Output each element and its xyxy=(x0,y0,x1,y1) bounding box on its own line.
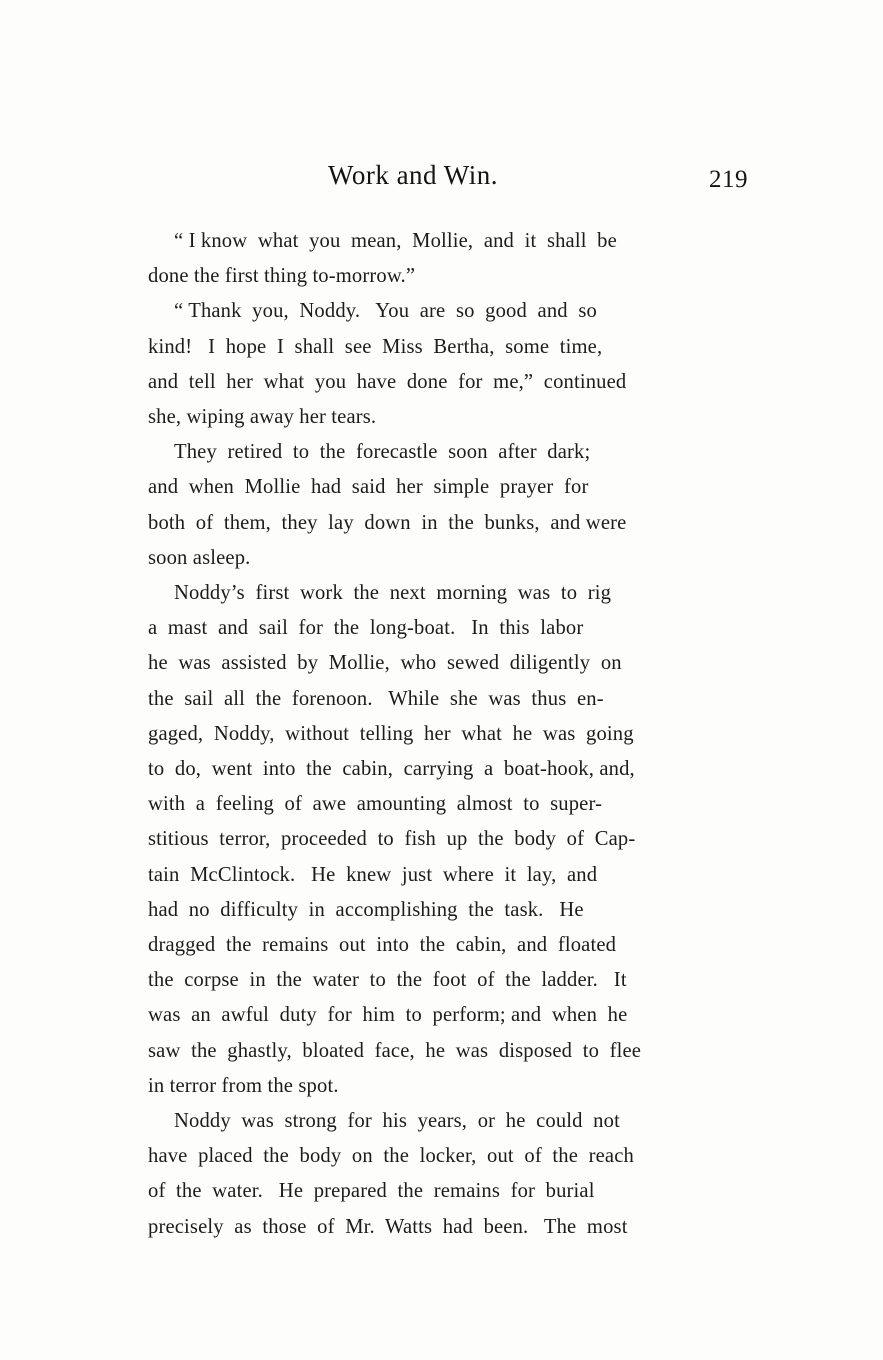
text-line: done the first thing to-morrow.” xyxy=(148,265,416,288)
text-line: Noddy’s first work the next morning was to rig xyxy=(174,582,612,605)
text-line: have placed the body on the locker, out of the reach xyxy=(148,1145,634,1168)
text-line: both of them, they lay down in the bunks, and were xyxy=(148,511,627,534)
page-title: Work and Win. xyxy=(328,160,498,190)
body-text xyxy=(148,224,744,1245)
text-line: a mast and sail for the long-boat. In this labor xyxy=(148,617,584,640)
text-line: soon asleep. xyxy=(148,546,251,569)
text-line: Noddy was strong for his years, or he could not xyxy=(174,1110,620,1133)
text-line: the sail all the forenoon. While she was thus en- xyxy=(148,687,604,710)
text-line: precisely as those of Mr. Watts had been. The most xyxy=(148,1215,628,1238)
paragraph-2 xyxy=(148,294,744,435)
page-number: 219 xyxy=(709,166,748,193)
text-line: and tell her what you have done for me,” continued xyxy=(148,370,627,393)
paragraph-4 xyxy=(148,576,744,1104)
text-line: had no difficulty in accomplishing the task. He xyxy=(148,898,584,921)
text-line: with a feeling of awe amounting almost to super- xyxy=(148,793,603,816)
text-line: the corpse in the water to the foot of the ladder. It xyxy=(148,969,627,992)
text-line: he was assisted by Mollie, who sewed diligently on xyxy=(148,652,622,675)
text-line: kind! I hope I shall see Miss Bertha, some time, xyxy=(148,335,603,358)
text-line: was an awful duty for him to perform; and when he xyxy=(148,1004,628,1027)
text-line: of the water. He prepared the remains for burial xyxy=(148,1180,595,1203)
text-line: saw the ghastly, bloated face, he was disposed to flee xyxy=(148,1039,642,1062)
paragraph-3 xyxy=(148,435,744,576)
paragraph-1 xyxy=(148,224,744,294)
text-line: “ Thank you, Noddy. You are so good and so xyxy=(174,300,597,323)
page-header xyxy=(148,160,748,200)
text-line: she, wiping away her tears. xyxy=(148,406,377,429)
text-line: dragged the remains out into the cabin, and floated xyxy=(148,934,617,957)
text-line: to do, went into the cabin, carrying a boat-hook, and, xyxy=(148,758,635,781)
text-line: and when Mollie had said her simple prayer for xyxy=(148,476,589,499)
text-line: stitious terror, proceeded to fish up the body of Cap- xyxy=(148,828,636,851)
text-line: in terror from the spot. xyxy=(148,1074,339,1097)
text-line: “ I know what you mean, Mollie, and it shall be xyxy=(174,230,617,252)
text-line: tain McClintock. He knew just where it lay, and xyxy=(148,863,598,886)
paragraph-5 xyxy=(148,1104,744,1245)
text-line: They retired to the forecastle soon after dark; xyxy=(174,441,591,464)
text-line: gaged, Noddy, without telling her what he was going xyxy=(148,722,634,745)
